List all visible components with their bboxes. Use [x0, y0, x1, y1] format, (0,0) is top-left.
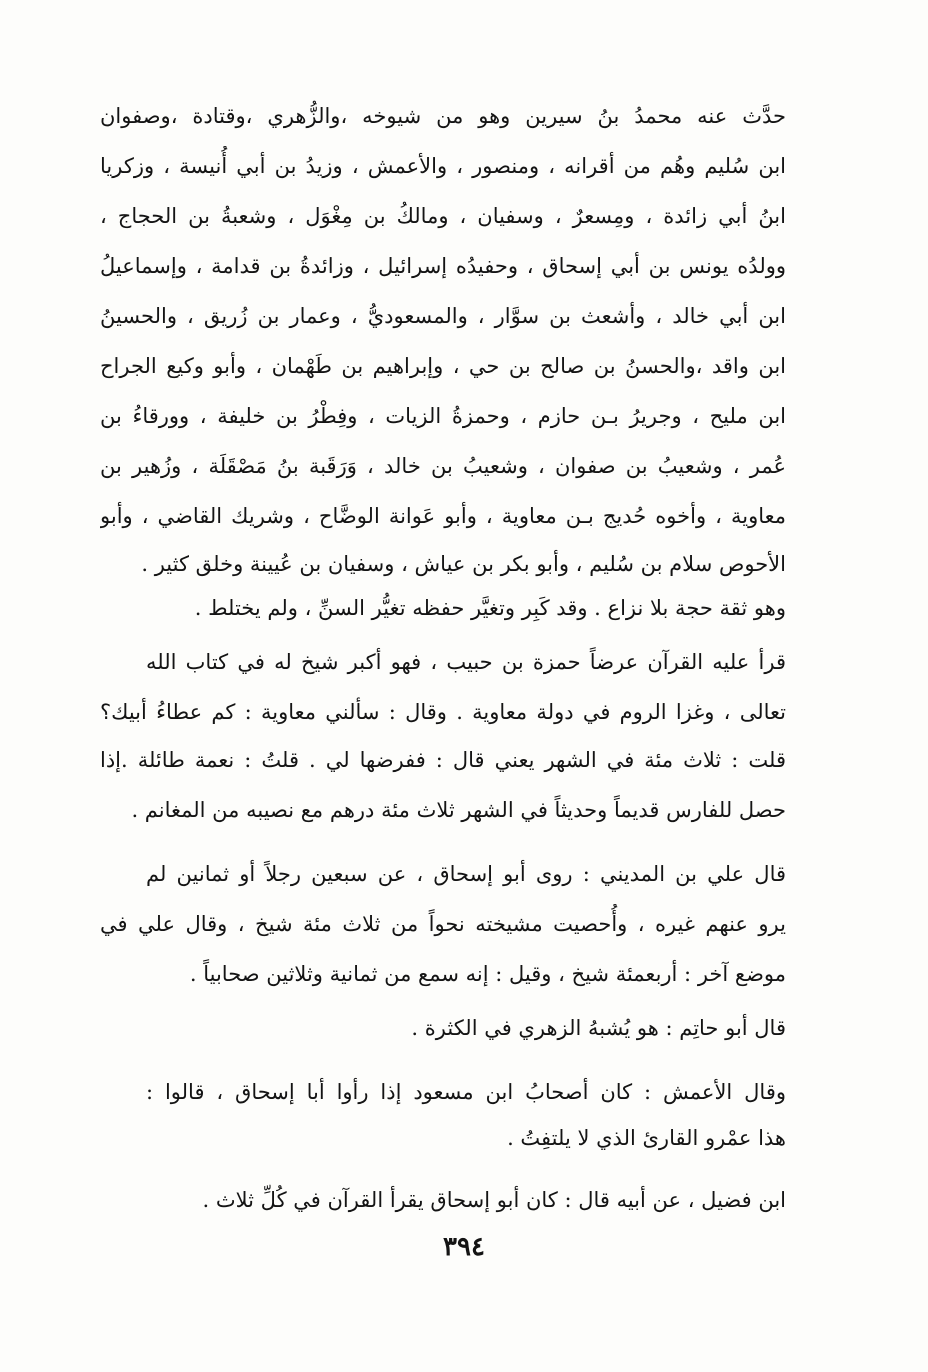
text-line: قال أبو حاتِم : هو يُشبهُ الزهري في الكثرة .: [411, 1016, 786, 1040]
text-line: ابن واقد ،والحسنُ بن صالح بن حي ، وإبراهيم بن طَهْمان ، وأبو وكيع الجراح: [100, 354, 786, 378]
text-line: قلت : ثلاث مئة في الشهر يعني قال : ففرضها لي . قلتُ : نعمة طائلة .إذا: [100, 748, 786, 772]
page-number: ٣٩٤: [443, 1232, 485, 1262]
text-line: موضع آخر : أربعمئة شيخ ، وقيل : إنه سمع من ثمانية وثلاثين صحابياً .: [189, 962, 786, 986]
text-line: يرو عنهم غيره ، وأُحصيت مشيخته نحواً من ثلاث مئة شيخ ، وقال علي في: [100, 912, 786, 936]
text-line: ابن مليح ، وجريرُ بـن حازم ، وحمزةُ الزيات ، وفِطْرُ بن خليفة ، وورقاءُ بن: [100, 404, 786, 428]
text-line: حدَّث عنه محمدُ بنُ سيرين وهو من شيوخه ،والزُّهري ،وقتادة ،وصفوان: [100, 104, 786, 128]
text-line: قرأ عليه القرآن عرضاً حمزة بن حبيب ، فهو أكبر شيخ له في كتاب الله: [146, 650, 786, 674]
text-line: وهو ثقة حجة بلا نزاع . وقد كَبِر وتغيَّر حفظه تغيُّر السنِّ ، ولم يختلط .: [194, 596, 786, 620]
text-line: تعالى ، وغزا الروم في دولة معاوية . وقال : سألني معاوية : كم عطاءُ أبيك؟: [100, 700, 786, 724]
text-line: ابن أبي خالد ، وأشعث بن سوَّار ، والمسعوديُّ ، وعمار بن زُريق ، والحسينُ: [100, 304, 786, 328]
text-line: حصل للفارس قديماً وحديثاً في الشهر ثلاث مئة درهم مع نصيبه من المغانم .: [131, 798, 786, 822]
text-line: الأحوص سلام بن سُليم ، وأبو بكر بن عياش ، وسفيان بن عُيينة وخلق كثير .: [141, 552, 786, 576]
text-line: عُمر ، وشعيبُ بن صفوان ، وشعيبُ بن خالد ، وَرَقَبة بنُ مَصْقَلَة ، وزُهير بن: [100, 454, 786, 478]
text-line: ابنُ أبي زائدة ، ومِسعرٌ ، وسفيان ، ومالكُ بن مِغْوَل ، وشعبةُ بن الحجاج ،: [100, 204, 786, 228]
text-line: وولدُه يونس بن أبي إسحاق ، وحفيدُه إسرائيل ، وزائدةُ بن قدامة ، وإسماعيلُ: [100, 254, 786, 278]
text-line: ابن سُليم وهُم من أقرانه ، ومنصور ، والأعمش ، وزيدُ بن أبي أُنيسة ، وزكريا: [100, 154, 786, 178]
text-line: معاوية ، وأخوه حُديج بـن معاوية ، وأبو عَوانة الوضَّاح ، وشريك القاضي ، وأبو: [100, 504, 786, 528]
text-line: ابن فضيل ، عن أبيه قال : كان أبو إسحاق يقرأ القرآن في كُلِّ ثلاث .: [202, 1188, 786, 1212]
text-line: وقال الأعمش : كان أصحابُ ابن مسعود إذا رأوا أبا إسحاق ، قالوا :: [146, 1080, 786, 1104]
text-line: قال علي بن المديني : روى أبو إسحاق ، عن سبعين رجلاً أو ثمانين لم: [146, 862, 786, 886]
text-line: هذا عمْرو القارئ الذي لا يلتفِتُ .: [507, 1126, 786, 1150]
